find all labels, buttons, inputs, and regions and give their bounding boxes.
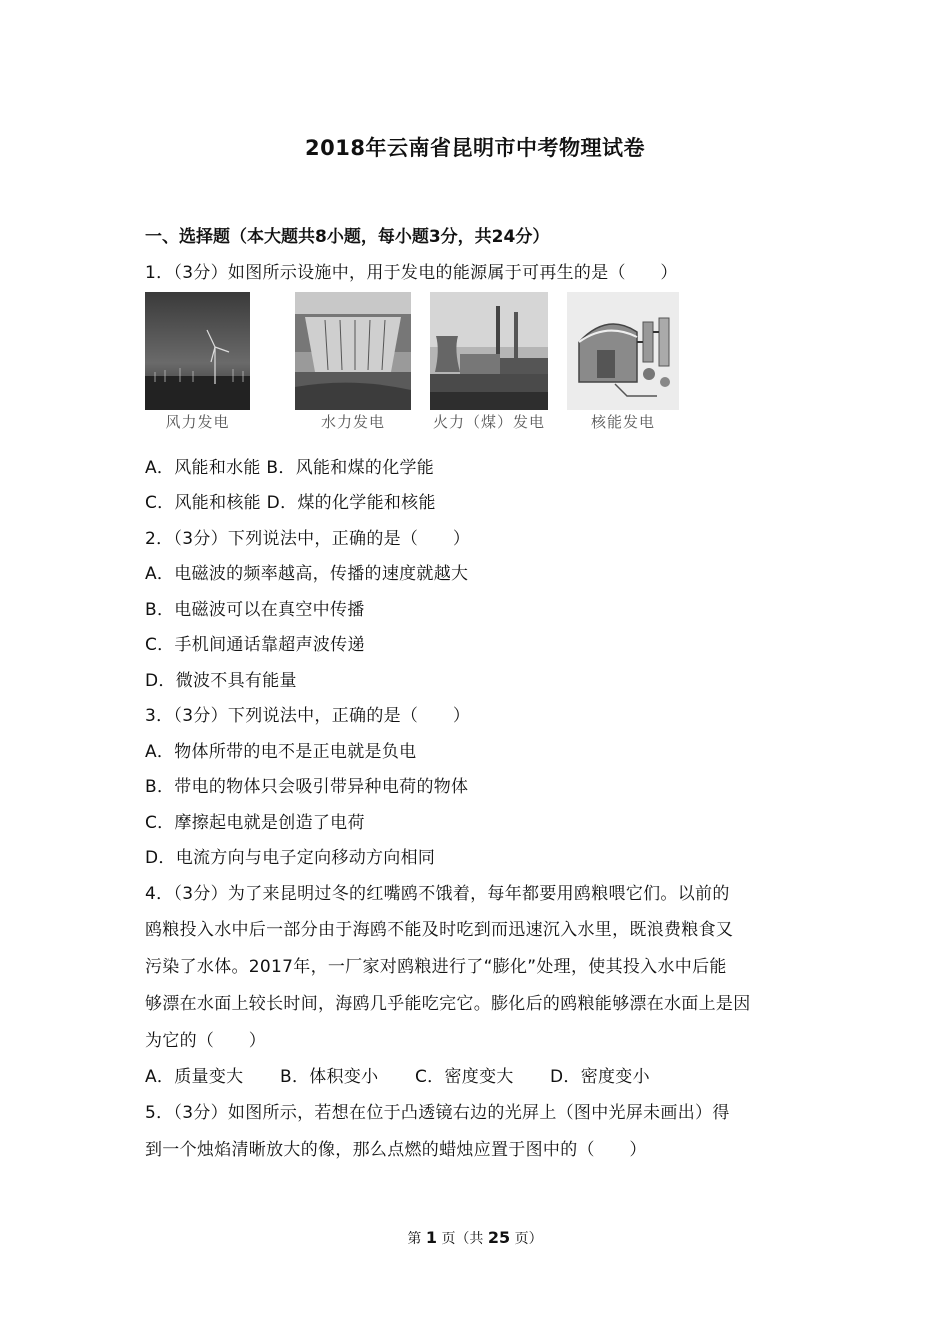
question-3-stem: 3．（3分）下列说法中，正确的是（ ） — [145, 706, 471, 726]
page-title: 2018年云南省昆明市中考物理试卷 — [305, 136, 645, 160]
question-2-option-a: A．电磁波的频率越高，传播的速度就越大 — [145, 564, 469, 584]
page-number: 1 — [425, 1228, 437, 1247]
question-4-option-c: C．密度变大 — [415, 1067, 514, 1087]
question-5-text: 5．（3分）如图所示，若想在位于凸透镜右边的光屏上（图中光屏未画出）得 — [145, 1103, 730, 1123]
question-4-option-a: A．质量变大 — [145, 1067, 244, 1087]
total-pages: 25 — [487, 1228, 511, 1247]
figure-caption: 风力发电 — [165, 413, 230, 431]
question-3-option-c: C．摩擦起电就是创造了电荷 — [145, 813, 365, 833]
footer-suffix: 页） — [514, 1231, 543, 1247]
question-4-option-b: B．体积变小 — [280, 1067, 379, 1087]
question-4-text: 为它的（ ） — [145, 1031, 267, 1051]
figure-coal-power — [430, 292, 548, 431]
question-4-option-d: D．密度变小 — [550, 1067, 650, 1087]
question-1-options-ab: A．风能和水能 B．风能和煤的化学能 — [145, 458, 435, 478]
figure-caption: 核能发电 — [590, 413, 655, 431]
question-2-option-c: C．手机间通话靠超声波传递 — [145, 635, 365, 655]
question-5-text: 到一个烛焰清晰放大的像，那么点燃的蜡烛应置于图中的（ ） — [145, 1140, 647, 1160]
question-2-option-b: B．电磁波可以在真空中传播 — [145, 600, 365, 620]
question-2-option-d: D．微波不具有能量 — [145, 671, 297, 691]
footer-prefix: 第 — [407, 1231, 422, 1247]
question-3-option-b: B．带电的物体只会吸引带异种电荷的物体 — [145, 777, 469, 797]
question-3-option-d: D．电流方向与电子定向移动方向相同 — [145, 848, 436, 868]
question-1-options-cd: C．风能和核能 D．煤的化学能和核能 — [145, 493, 436, 513]
footer-middle: 页（共 — [441, 1231, 484, 1247]
question-2-stem: 2．（3分）下列说法中，正确的是（ ） — [145, 529, 471, 549]
reactor-diagram-image — [567, 292, 679, 410]
page-footer — [0, 1228, 950, 1248]
question-4-options — [145, 1062, 650, 1087]
question-1-figures — [145, 292, 705, 432]
figure-caption: 火力（煤）发电 — [432, 413, 545, 431]
question-4-text: 够漂在水面上较长时间，海鸥几乎能吃完它。膨化后的鸥粮能够漂在水面上是因 — [145, 994, 751, 1014]
figure-nuclear-power — [567, 292, 679, 431]
figure-caption: 水力发电 — [320, 413, 385, 431]
wind-turbine-image — [145, 292, 250, 410]
section-heading: 一、选择题（本大题共8小题，每小题3分，共24分） — [145, 227, 550, 247]
question-1-stem: 1．（3分）如图所示设施中，用于发电的能源属于可再生的是（ ） — [145, 263, 678, 283]
figure-wind-power — [145, 292, 250, 431]
dam-image — [295, 292, 411, 410]
figure-hydro-power — [295, 292, 411, 431]
power-plant-image — [430, 292, 548, 410]
question-4-text: 鸥粮投入水中后一部分由于海鸥不能及时吃到而迅速沉入水里，既浪费粮食又 — [145, 920, 734, 940]
question-4-text: 污染了水体。2017年，一厂家对鸥粮进行了“膨化”处理，使其投入水中后能 — [145, 957, 727, 977]
question-4-text: 4．（3分）为了来昆明过冬的红嘴鸥不饿着，每年都要用鸥粮喂它们。以前的 — [145, 884, 730, 904]
question-3-option-a: A．物体所带的电不是正电就是负电 — [145, 742, 417, 762]
